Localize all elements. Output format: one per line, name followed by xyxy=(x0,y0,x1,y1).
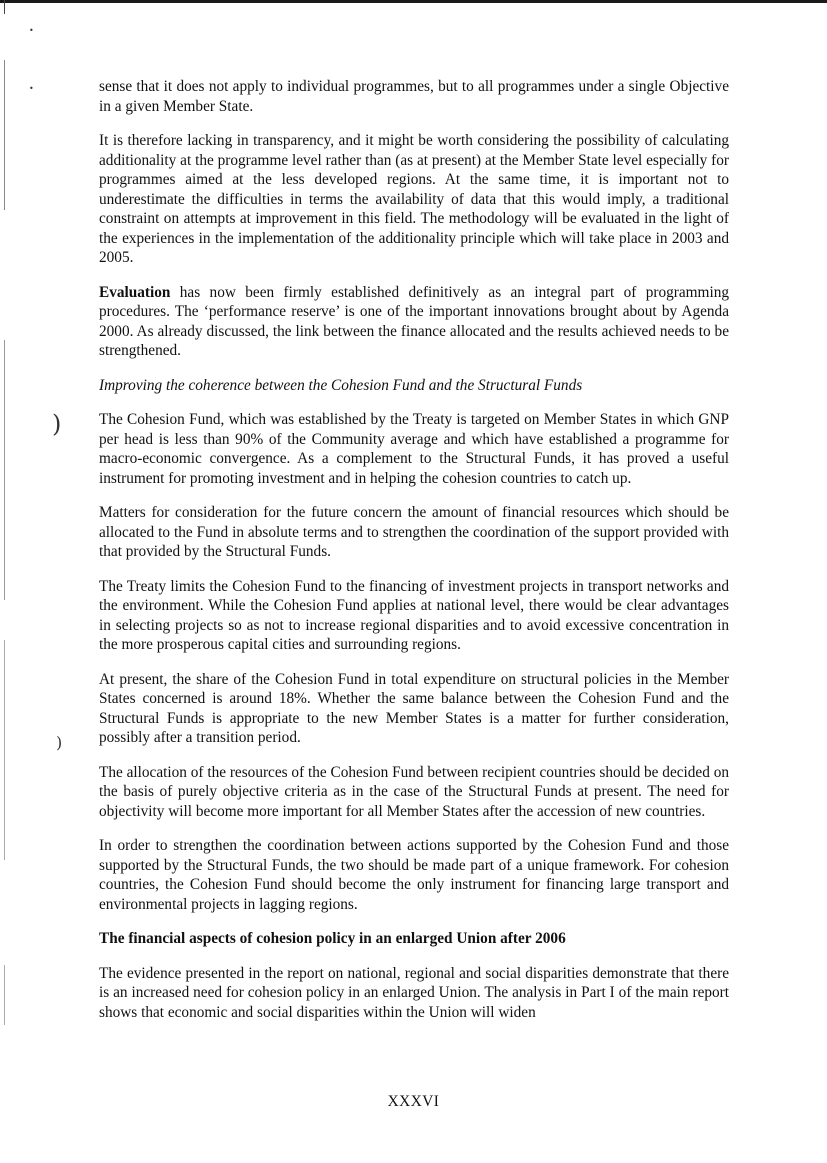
binder-hole-mark: ) xyxy=(56,733,63,752)
section-heading: The financial aspects of cohesion policy in an enlarged Union after 2006 xyxy=(99,930,566,947)
top-left-corner-mark xyxy=(4,0,5,14)
page-number: XXXVI xyxy=(387,1093,440,1110)
paragraph: Matters for consideration for the future concern the amount of financial resources which should be allocated to the Fund in absolute terms and to strengthen the coordination of the support provided with that provided by the Structural Funds. xyxy=(99,504,729,560)
paragraph xyxy=(99,283,729,361)
paragraph: At present, the share of the Cohesion Fund in total expenditure on structural policies in the Member States concerned is around 18%. Whether the same balance between the Cohesion Fund and the Structural Funds is appropriate to the new Member States is a matter for further consideration, possibly after a transition period. xyxy=(99,670,729,746)
paragraph-text: has now been firmly established definitively as an integral part of programming procedures. The ‘performance reserve’ is one of the important innovations brought about by Agenda 2000. As already discussed, the link between the finance allocated and the results achieved needs to be strengthened. xyxy=(99,283,729,359)
left-edge-scan-line xyxy=(4,340,5,600)
document-body xyxy=(99,77,729,1037)
scan-dot-mark: • xyxy=(29,84,34,93)
paragraph: The allocation of the resources of the Cohesion Fund between recipient countries should be decided on the basis of purely objective criteria as in the case of the Structural Funds at present. The need for objectivity will become more important for all Member States after the accession of new countries. xyxy=(99,763,729,820)
paragraph: It is therefore lacking in transparency, and it might be worth considering the possibility of calculating additionality at the programme level rather than (as at present) at the Member State level especially for programmes aimed at the less developed regions. At the same time, it is important not to underestimate the difficulties in terms the availability of data that this would imply, a traditional constraint on attempts at improvement in this field. The methodology will be evaluated in the light of the experiences in the implementation of the additionality principle which will take place in 2003 and 2005. xyxy=(99,132,729,266)
italic-subheading: Improving the coherence between the Cohesion Fund and the Structural Funds xyxy=(99,376,583,394)
binder-hole-mark: ) xyxy=(52,410,62,438)
paragraph: In order to strengthen the coordination between actions supported by the Cohesion Fund and those supported by the Structural Funds, the two should be made part of a unique framework. For cohesion countries, the Cohesion Fund should become the only instrument for financing large transport and environmental projects in lagging regions. xyxy=(99,837,729,913)
scan-dot-mark: • xyxy=(29,26,34,35)
paragraph: sense that it does not apply to individual programmes, but to all programmes under a single Objective in a given Member State. xyxy=(99,78,729,115)
paragraph: The evidence presented in the report on national, regional and social disparities demonstrate that there is an increased need for cohesion policy in an enlarged Union. The analysis in Part I of the main report shows that economic and social disparities within the Union will widen xyxy=(99,964,729,1021)
top-border-rule xyxy=(0,0,827,3)
left-edge-scan-line xyxy=(4,60,5,210)
paragraph: The Treaty limits the Cohesion Fund to the financing of investment projects in transport networks and the environment. While the Cohesion Fund applies at national level, there would be clear advantages in selecting projects so as not to increase regional disparities and to avoid excessive concentration in the more prosperous capital cities and surrounding regions. xyxy=(99,577,729,653)
left-edge-scan-line xyxy=(4,965,5,1025)
bold-lead-term: Evaluation xyxy=(99,283,171,301)
paragraph: The Cohesion Fund, which was established by the Treaty is targeted on Member States in which GNP per head is less than 90% of the Community average and which have established a programme for macro-economic convergence. As a complement to the Structural Funds, it has proved a useful instrument for promoting investment and in helping the cohesion countries to catch up. xyxy=(99,411,729,487)
left-edge-scan-line xyxy=(4,640,5,860)
